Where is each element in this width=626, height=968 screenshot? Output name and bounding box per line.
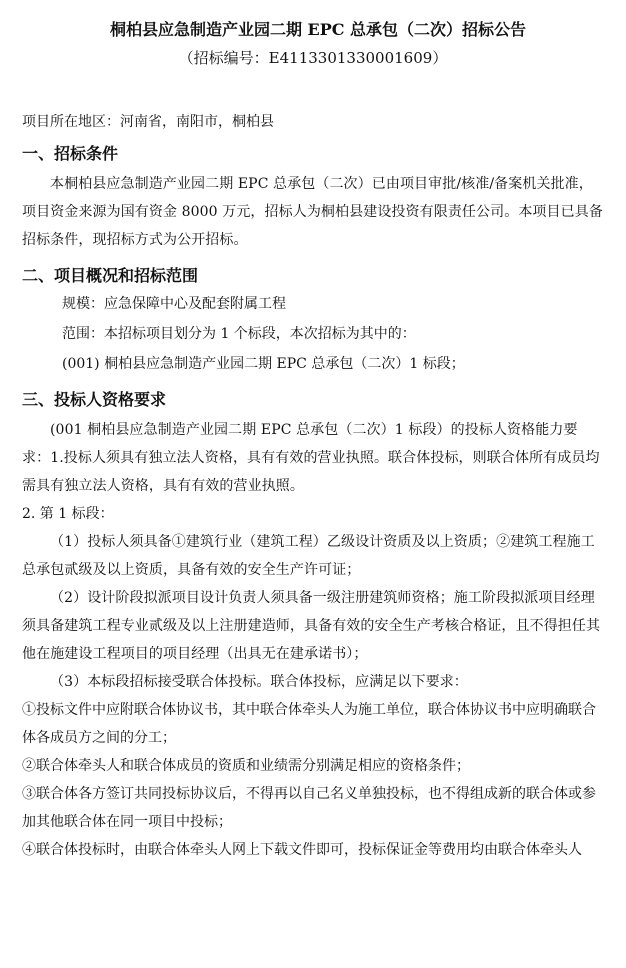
lot-description: (001) 桐柏县应急制造产业园二期 EPC 总承包（二次）1 标段； — [62, 356, 465, 372]
project-scale: 规模：应急保障中心及配套附属工程 — [62, 296, 286, 312]
page-title: 桐柏县应急制造产业园二期 EPC 总承包（二次）招标公告 — [109, 20, 527, 39]
project-region: 项目所在地区：河南省，南阳市，桐柏县 — [22, 114, 274, 130]
requirement-3: （3）本标段招标接受联合体投标。联合体投标，应满足以下要求： — [50, 674, 468, 690]
consortium-condition-1: ①投标文件中应附联合体协议书，其中联合体牵头人为施工单位，联合体协议书中应明确联合体各成员方之间的分工； — [22, 702, 596, 746]
section-heading-overview: 二、项目概况和招标范围 — [22, 266, 199, 285]
project-scope: 范围：本招标项目划分为 1 个标段，本次招标为其中的： — [62, 326, 416, 342]
consortium-condition-4: ④联合体投标时，由联合体牵头人网上下载文件即可，投标保证金等费用均由联合体牵头人 — [22, 842, 582, 858]
consortium-condition-3: ③联合体各方签订共同投标协议后，不得再以自己名义单独投标，也不得组成新的联合体或参加其他联合体在同一项目中投标； — [22, 786, 596, 830]
section-heading-conditions: 一、招标条件 — [22, 144, 119, 163]
section-heading-qualifications: 三、投标人资格要求 — [22, 390, 167, 409]
requirement-2: （2）设计阶段拟派项目设计负责人须具备一级注册建筑师资格；施工阶段拟派项目经理须具备建筑工程专业贰级及以上注册建造师，具备有效的安全生产考核合格证，且不得担任其他在施建设工程项目的项目经理（出具无在建承诺书）； — [22, 590, 601, 662]
requirement-1: （1）投标人须具备①建筑行业（建筑工程）乙级设计资质及以上资质；②建筑工程施工总承包贰级及以上资质，具备有效的安全生产许可证； — [22, 534, 595, 578]
tender-code: （招标编号：E4113301330001609） — [178, 49, 448, 67]
lot-heading: 2. 第 1 标段： — [22, 506, 114, 522]
conditions-paragraph: 本桐柏县应急制造产业园二期 EPC 总承包（二次）已由项目审批/核准/备案机关批准，项目资金来源为国有资金 8000 万元，招标人为桐柏县建设投资有限责任公司。本项目已具备招标条件，现招标方式为公开招标。 — [22, 176, 603, 248]
qualification-intro: (001 桐柏县应急制造产业园二期 EPC 总承包（二次）1 标段）的投标人资格能力要求：1.投标人须具有独立法人资格，具有有效的营业执照。联合体投标，则联合体所有成员均需具有独立法人资格，具有有效的营业执照。 — [22, 422, 600, 494]
consortium-condition-2: ②联合体牵头人和联合体成员的资质和业绩需分别满足相应的资格条件； — [22, 758, 470, 774]
